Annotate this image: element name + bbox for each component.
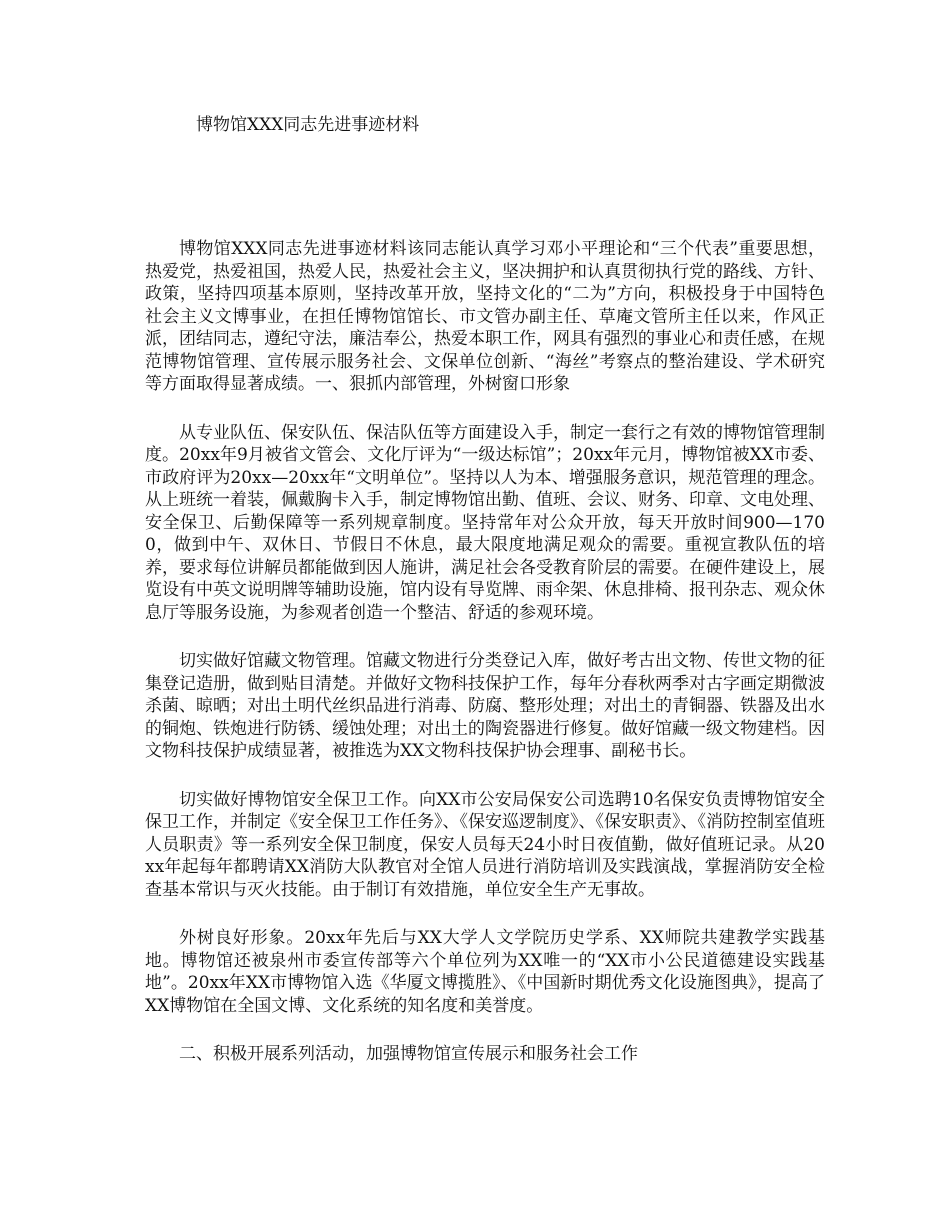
paragraph-image: 外树良好形象。20xx年先后与XX大学人文学院历史学系、XX师院共建教学实践基地。博物馆还被泉州市委宣传部等六个单位列为XX唯一的“XX市小公民道德建设实践基地”。20xx年XX市博物馆入选《华厦文博揽胜》、《中国新时期优秀文化设施图典》，提高了XX博物馆在全国文博、文化系统的知名度和美誉度。	[145, 928, 825, 1016]
paragraph-collection: 切实做好馆藏文物管理。馆藏文物进行分类登记入库，做好考古出文物、传世文物的征集登记造册，做到贴目清楚。并做好文物科技保护工作，每年分春秋两季对古字画定期微波杀菌、晾晒；对出土明代丝织品进行消毒、防腐、整形处理；对出土的青铜器、铁器及出水的铜炮、铁炮进行防锈、缓蚀处理；对出土的陶瓷器进行修复。做好馆藏一级文物建档。因文物科技保护成绩显著，被推选为XX文物科技保护协会理事、副秘书长。	[145, 651, 825, 761]
document-title: 博物馆XXX同志先进事迹材料	[196, 115, 420, 135]
section-heading-activities: 二、积极开展系列活动，加强博物馆宣传展示和服务社会工作	[179, 1044, 638, 1064]
paragraph-management: 从专业队伍、保安队伍、保洁队伍等方面建设入手，制定一套行之有效的博物馆管理制度。20xx年9月被省文管会、文化厅评为“一级达标馆”；20xx年元月，博物馆被XX市委、市政府评为20xx—20xx年“文明单位”。坚持以人为本、增强服务意识，规范管理的理念。从上班统一着装，佩戴胸卡入手，制定博物馆出勤、值班、会议、财务、印章、文电处理、安全保卫、后勤保障等一系列规章制度。坚持常年对公众开放，每天开放时间900—1700，做到中午、双休日、节假日不休息，最大限度地满足观众的需要。重视宣教队伍的培养，要求每位讲解员都能做到因人施讲，满足社会各受教育阶层的需要。在硬件建设上，展览设有中英文说明牌等辅助设施，馆内设有导览牌、雨伞架、休息排椅、报刊杂志、观众休息厅等服务设施，为参观者创造一个整洁、舒适的参观环境。	[145, 422, 825, 623]
paragraph-intro: 博物馆XXX同志先进事迹材料该同志能认真学习邓小平理论和“三个代表”重要思想，热爱党，热爱祖国，热爱人民，热爱社会主义，坚决拥护和认真贯彻执行党的路线、方针、政策，坚持四项基本原则，坚持改革开放，坚持文化的“二为”方向，积极投身于中国特色社会主义文博事业，在担任博物馆馆长、市文管办副主任、草庵文管所主任以来，作风正派，团结同志，遵纪守法，廉洁奉公，热爱本职工作，网具有强烈的事业心和责任感，在规范博物馆管理、宣传展示服务社会、文保单位创新、“海丝”考察点的整治建设、学术研究等方面取得显著成绩。一、狠抓内部管理，外树窗口形象	[145, 239, 825, 394]
document-body	[145, 238, 825, 1092]
paragraph-security: 切实做好博物馆安全保卫工作。向XX市公安局保安公司选聘10名保安负责博物馆安全保卫工作，并制定《安全保卫工作任务》、《保安巡逻制度》、《保安职责》、《消防控制室值班人员职责》等一系列安全保卫制度，保安人员每天24小时日夜值勤，做好值班记录。从20xx年起每年都聘请XX消防大队教官对全馆人员进行消防培训及实践演战，掌握消防安全检查基本常识与灭火技能。由于制订有效措施，单位安全生产无事故。	[145, 789, 825, 900]
